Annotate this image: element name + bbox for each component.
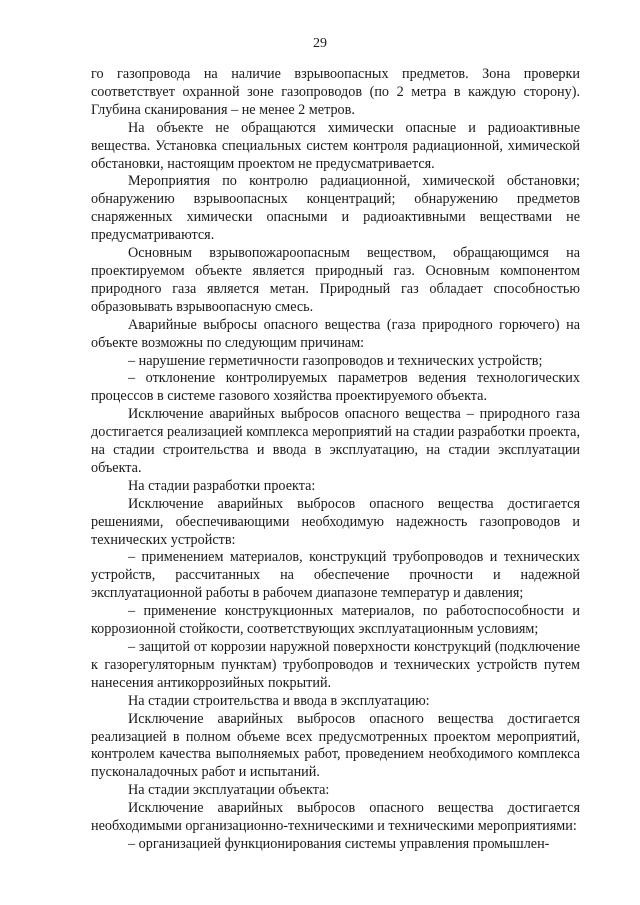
paragraph: го газопровода на наличие взрывоопасных предметов. Зона проверки соответствует охранной зоне газопроводов (по 2 метра в каждую сторону). Глубина сканирования – не менее 2 метров. <box>91 66 580 118</box>
document-body <box>91 66 580 854</box>
paragraph: Исключение аварийных выбросов опасного вещества достигается необходимыми организационно-техническими и техническими мероприятиями: <box>91 800 580 835</box>
list-item: – применением материалов, конструкций трубопроводов и технических устройств, рассчитанных на обеспечение прочности и надежной эксплуатационной работы в рабочем диапазоне температур и давления; <box>91 549 580 602</box>
paragraph: Исключение аварийных выбросов опасного вещества – природного газа достигается реализацией комплекса мероприятий на стадии разработки проекта, на стадии строительства и ввода в эксплуатацию, на стадии эксплуатации объекта. <box>91 406 580 476</box>
list-item: – защитой от коррозии наружной поверхности конструкций (подключение к газорегуляторным пунктам) трубопроводов и технических устройств путем нанесения антикоррозийных покрытий. <box>91 639 580 691</box>
paragraph: Аварийные выбросы опасного вещества (газа природного горючего) на объекте возможны по следующим причинам: <box>91 316 580 351</box>
list-item: – применение конструкционных материалов, по работоспособности и коррозионной стойкости, соответствующих эксплуатационным условиям; <box>91 603 580 638</box>
list-item: – организацией функционирования системы управления промышлен- <box>128 835 550 852</box>
list-item: – отклонение контролируемых параметров ведения технологических процессов в системе газового хозяйства проектируемого объекта. <box>91 370 580 405</box>
section-heading: На стадии строительства и ввода в эксплуатацию: <box>128 692 430 709</box>
paragraph: Мероприятия по контролю радиационной, химической обстановки; обнаружению взрывоопасных концентраций; обнаружению предметов снаряженных химически опасными и радиоактивными веществами не предусматриваются. <box>91 173 580 244</box>
section-heading: На стадии разработки проекта: <box>128 477 316 494</box>
section-heading: На стадии эксплуатации объекта: <box>128 782 330 799</box>
paragraph: Исключение аварийных выбросов опасного вещества достигается решениями, обеспечивающими необходимую надежность газопроводов и технических устройств: <box>91 495 580 548</box>
paragraph: Исключение аварийных выбросов опасного вещества достигается реализацией в полном объеме всех предусмотренных проектом мероприятий, контролем качества выполняемых работ, проведением необходимого комплекса пусконаладочных работ и испытаний. <box>91 710 580 781</box>
paragraph: На объекте не обращаются химически опасные и радиоактивные вещества. Установка специальных систем контроля радиационной, химической обстановки, настоящим проектом не предусматривается. <box>91 119 580 172</box>
page-number: 29 <box>313 36 327 51</box>
paragraph: Основным взрывопожароопасным веществом, обращающимся на проектируемом объекте является природный газ. Основным компонентом природного газа является метан. Природный газ обладает способностью образовывать взрывоопасную смесь. <box>91 245 580 315</box>
list-item: – нарушение герметичности газопроводов и технических устройств; <box>128 352 543 369</box>
